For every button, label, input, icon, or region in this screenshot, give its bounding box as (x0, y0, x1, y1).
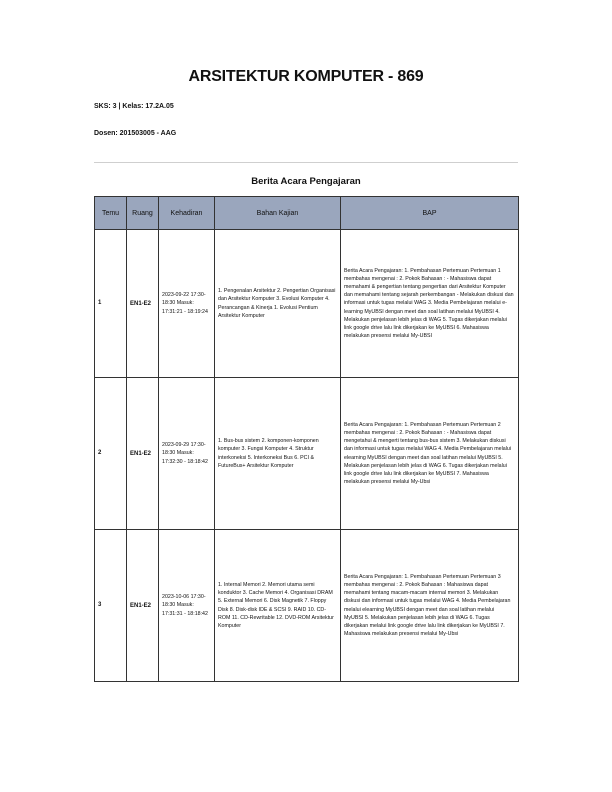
cell-temu: 3 (95, 530, 127, 682)
cell-ruang: EN1-E2 (127, 230, 159, 378)
cell-kehadiran: 2023-10-06 17:30-18:30 Masuk: 17:31:31 - 18:18:42 (159, 530, 215, 682)
header-kehadiran: Kehadiran (159, 197, 215, 230)
sks-kelas-line: SKS: 3 | Kelas: 17.2A.05 (94, 103, 174, 110)
page-title: ARSITEKTUR KOMPUTER - 869 (188, 68, 424, 85)
cell-bap: Berita Acara Pengajaran: 1. Pembahasan Pertemuan Pertemuan 3 membahas mengenai : 2. Pokok Bahasan : Mahasiswa dapat memahami tentang macam-macam internal memori 3. Melakukan diskusi dan informasi untuk tugas melalui WAG 4. Media Pembelajaran melalui elearning MyUBSI dengan meet dan soal latihan melalui MyUBSI 5. Melakukan penjelasan lebih jelas di WAG 6. Tugas dikerjakan melalui link google drive lalu link dikerjakan ke MyUBSI 7. Mahasiswa melakukan presensi melalui My-Ubsi (341, 530, 519, 682)
dosen-line: Dosen: 201503005 - AAG (94, 130, 177, 137)
table-header-row (95, 197, 519, 230)
bap-table (94, 196, 519, 682)
cell-ruang: EN1-E2 (127, 378, 159, 530)
cell-bap: Berita Acara Pengajaran: 1. Pembahasan Pertemuan Pertemuan 2 membahas mengenai : 2. Pokok Bahasan : - Mahasiswa dapat mengetahui & mengerti tentang bus-bus sistem 3. Melakukan diskusi dan informasi untuk tugas melalui WAG 4. Media Pembelajaran melalui elearning MyUBSI dengan meet dan soal latihan melalui MyUBSI 5. Melakukan penjelasan lebih jelas di WAG 6. Tugas dikerjakan melalui link google drive lalu link dikerjakan ke MyUBSI 7. Mahasiswa melakukan presensi melalui My-Ubsi (341, 378, 519, 530)
section-title: Berita Acara Pengajaran (251, 176, 361, 187)
table-row (95, 230, 519, 378)
cell-kehadiran: 2023-09-22 17:30-18:30 Masuk: 17:31:21 - 18:19:24 (159, 230, 215, 378)
table-row (95, 530, 519, 682)
divider (94, 162, 518, 163)
cell-temu: 1 (95, 230, 127, 378)
header-bap: BAP (341, 197, 519, 230)
cell-bahan-kajian: 1. Internal Memori 2. Memori utama semi konduktor 3. Cache Memori 4. Organisasi DRAM 5. External Memori 6. Disk Magnetik 7. Floppy Disk 8. Disk-disk IDE & SCSI 9. RAID 10. CD-ROM 11. CD-Rewritable 12. DVD-ROM Arsitektur Komputer (215, 530, 341, 682)
cell-bap: Berita Acara Pengajaran: 1. Pembahasan Pertemuan Pertemuan 1 membahas mengenai : 2. Pokok Bahasan : - Mahasiswa dapat memahami & pengertian tentang pengertian dari Arsitektur Komputer dan memahami tentang sejarah perkembangan - Melakukan diskusi dan informasi untuk tugas melalui WAG 3. Media Pembelajaran melalui e-learning MyUBSI dengan meet dan soal latihan melalui MyUBSI 4. Melakukan penjelasan lebih jelas di WAG 5. Tugas dikerjakan melalui link google drive lalu link dikerjakan ke MyUBSI 6. Mahasiswa melakukan presensi melalui My-UBSI (341, 230, 519, 378)
cell-bahan-kajian: 1. Bus-bus sistem 2. komponen-komponen komputer 3. Fungsi Komputer 4. Struktur interkoneksi 5. Interkoneksi Bus 6. PCI & FutureBus+ Arsitektur Komputer (215, 378, 341, 530)
cell-temu: 2 (95, 378, 127, 530)
header-ruang: Ruang (127, 197, 159, 230)
cell-kehadiran: 2023-09-29 17:30-18:30 Masuk: 17:32:30 - 18:18:42 (159, 378, 215, 530)
header-bahan-kajian: Bahan Kajian (215, 197, 341, 230)
cell-ruang: EN1-E2 (127, 530, 159, 682)
cell-bahan-kajian: 1. Pengenalan Arsitektur 2. Pengertian Organisasi dan Arsitektur Komputer 3. Evolusi Komputer 4. Perancangan & Kinerja 1. Evolusi Pentium Arsitektur Komputer (215, 230, 341, 378)
table-row (95, 378, 519, 530)
header-temu: Temu (95, 197, 127, 230)
